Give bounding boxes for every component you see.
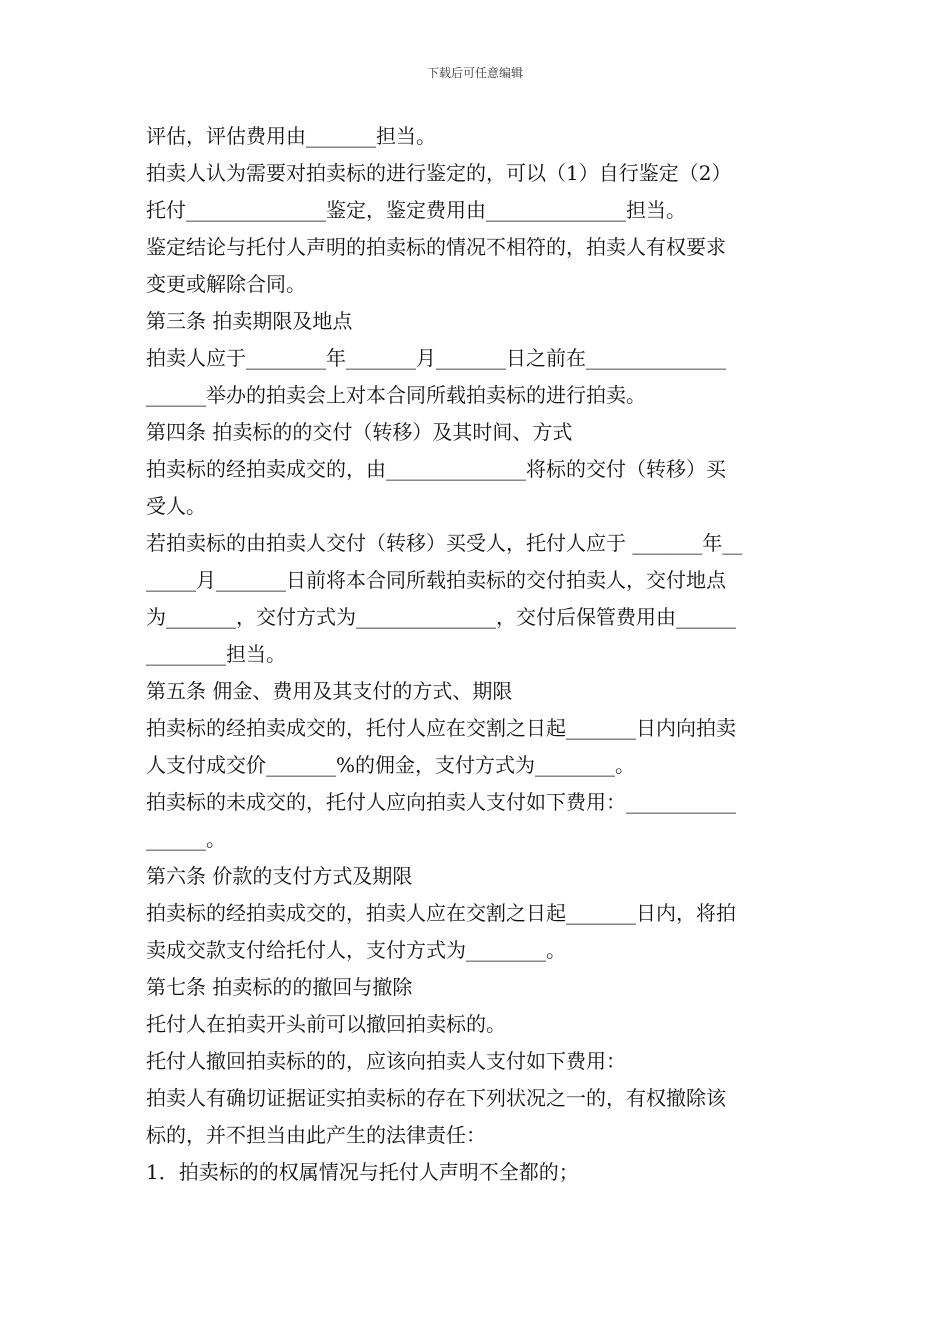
text-line: 拍卖标的经拍卖成交的，托付人应在交割之日起_______日内向拍卖 — [146, 716, 736, 740]
text-line: _____月_______日前将本合同所载拍卖标的交付拍卖人，交付地点 — [146, 568, 726, 592]
text-line: 拍卖人认为需要对拍卖标的进行鉴定的，可以（1）自行鉴定（2） — [146, 161, 732, 185]
text-line: 拍卖人有确切证据证实拍卖标的存在下列状况之一的，有权撤除该 — [146, 1086, 726, 1110]
text-line: 受人。 — [146, 494, 206, 518]
text-line: 托付人撤回拍卖标的的，应该向拍卖人支付如下费用： — [146, 1049, 626, 1073]
section-heading: 第五条 佣金、费用及其支付的方式、期限 — [146, 679, 513, 703]
text-line: ________担当。 — [146, 642, 286, 666]
text-line: 拍卖标的经拍卖成交的，拍卖人应在交割之日起_______日内，将拍 — [146, 901, 736, 925]
text-line: 变更或解除合同。 — [146, 272, 306, 296]
section-heading: 第三条 拍卖期限及地点 — [146, 309, 353, 333]
text-line: 鉴定结论与托付人声明的拍卖标的情况不相符的，拍卖人有权要求 — [146, 235, 726, 259]
text-line: 评估，评估费用由_______担当。 — [146, 124, 436, 148]
text-line: ______举办的拍卖会上对本合同所载拍卖标的进行拍卖。 — [146, 383, 646, 407]
page-header: 下载后可任意编辑 — [426, 66, 523, 80]
text-line: 卖成交款支付给托付人，支付方式为________。 — [146, 938, 566, 962]
text-line: 托付______________鉴定，鉴定费用由______________担当。 — [146, 198, 686, 222]
text-line: 为_______，交付方式为______________，交付后保管费用由______ — [146, 605, 736, 629]
text-line: 标的，并不担当由此产生的法律责任： — [146, 1123, 486, 1147]
text-line: ______。 — [146, 827, 226, 851]
text-line: 人支付成交价_______%的佣金，支付方式为________。 — [146, 753, 636, 777]
text-line: 若拍卖标的由拍卖人交付（转移）买受人，托付人应于 _______年__ — [146, 531, 743, 555]
section-heading: 第七条 拍卖标的的撤回与撤除 — [146, 975, 413, 999]
document-body — [146, 118, 808, 1191]
text-line: 拍卖人应于________年_______月_______日之前在______________ — [146, 346, 726, 370]
text-line: 拍卖标的未成交的，托付人应向拍卖人支付如下费用：___________ — [146, 790, 736, 814]
section-heading: 第四条 拍卖标的的交付（转移）及其时间、方式 — [146, 420, 573, 444]
text-line: 托付人在拍卖开头前可以撤回拍卖标的。 — [146, 1012, 506, 1036]
text-line: 拍卖标的经拍卖成交的，由______________将标的交付（转移）买 — [146, 457, 726, 481]
section-heading: 第六条 价款的支付方式及期限 — [146, 864, 413, 888]
list-item: 1．拍卖标的的权属情况与托付人声明不全都的； — [146, 1160, 579, 1184]
